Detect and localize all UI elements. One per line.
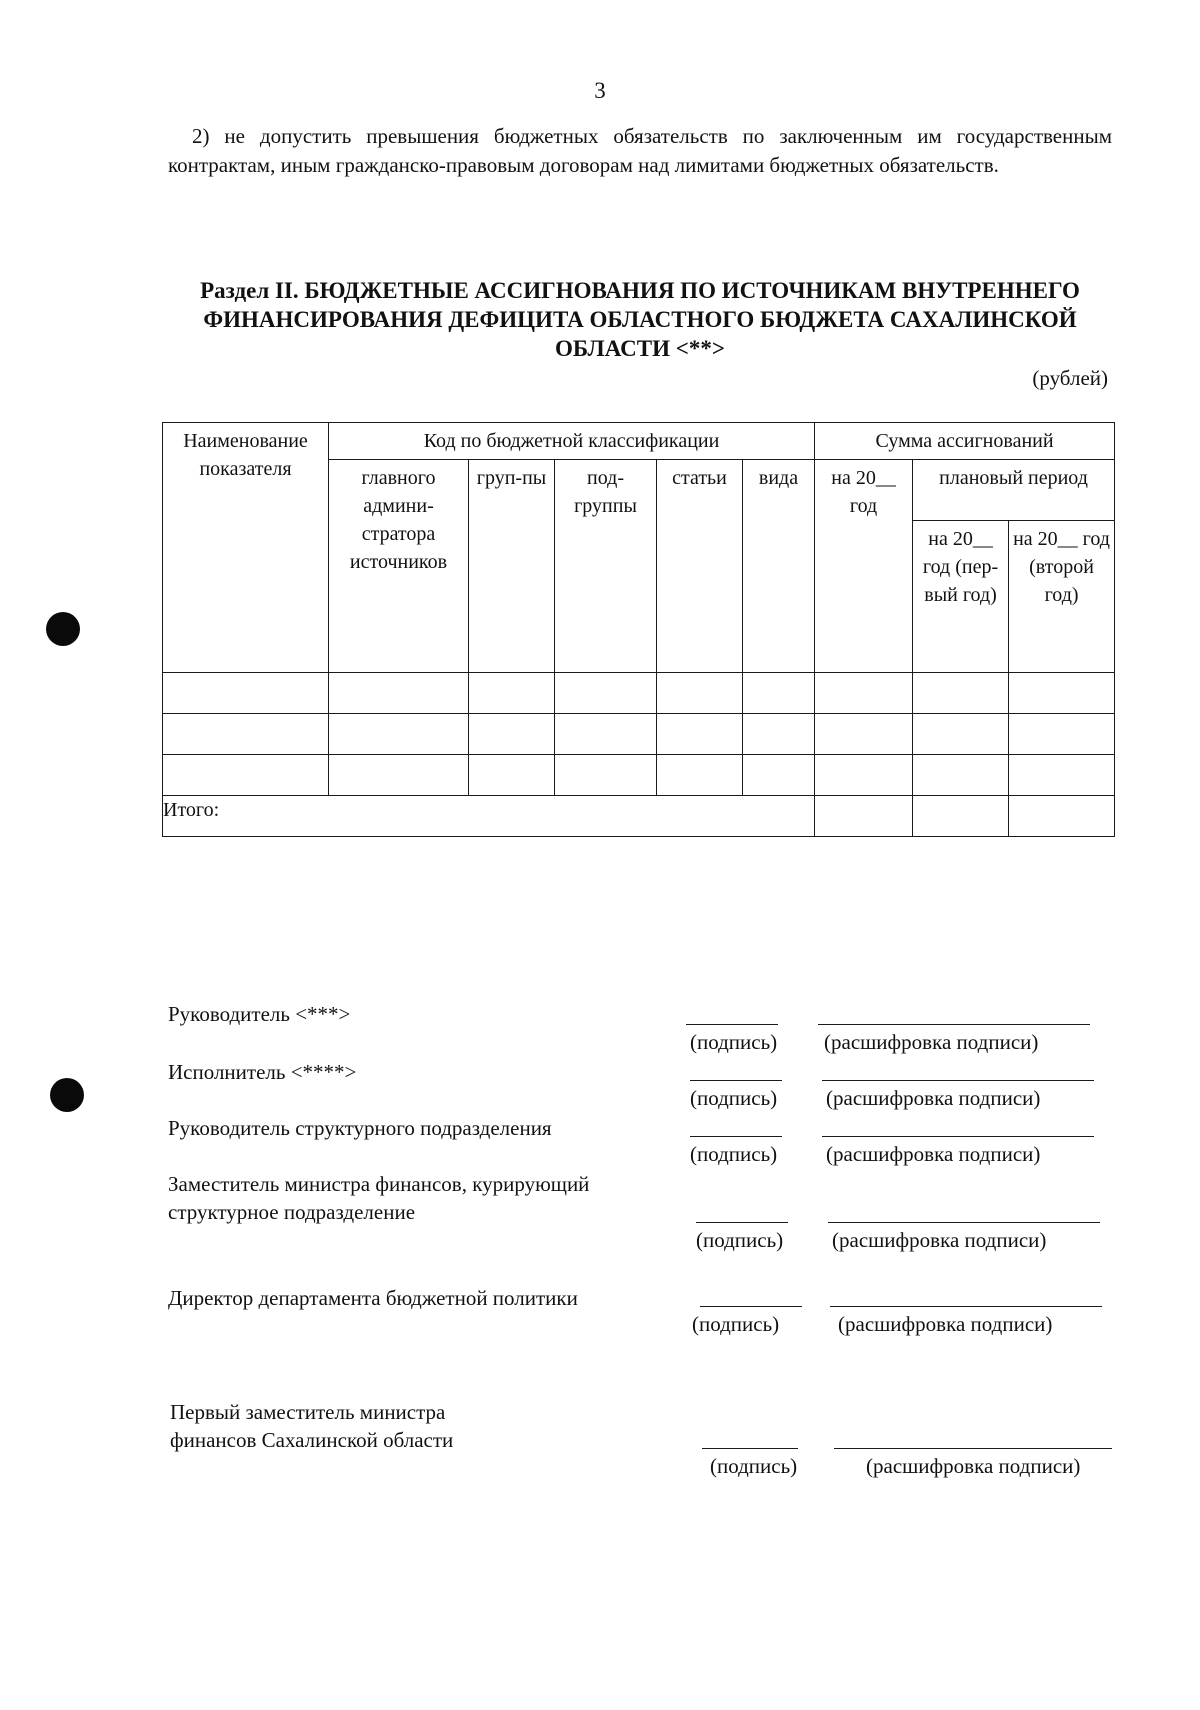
table-cell (815, 714, 913, 755)
table-cell (913, 673, 1009, 714)
punch-hole-mark (46, 612, 80, 646)
header-indicator-name: Наименование показателя (163, 423, 329, 673)
header-kind: вида (743, 460, 815, 673)
signature-line (686, 1024, 778, 1025)
total-row (163, 796, 1115, 837)
table-cell (555, 673, 657, 714)
table-cell (657, 673, 743, 714)
decode-caption: (расшифровка подписи) (866, 1454, 1081, 1478)
header-group: груп-пы (469, 460, 555, 673)
table-row (163, 755, 1115, 796)
table-cell (469, 673, 555, 714)
signature-line (700, 1306, 802, 1307)
table-cell (555, 714, 657, 755)
signature-label-unit-head: Руководитель структурного подразделения (168, 1116, 552, 1140)
decode-caption: (расшифровка подписи) (838, 1312, 1053, 1336)
table-cell (329, 673, 469, 714)
table-row (163, 673, 1115, 714)
table-cell (657, 755, 743, 796)
header-planned-period: плановый период (913, 460, 1115, 521)
signature-line (702, 1448, 798, 1449)
decode-caption: (расшифровка подписи) (826, 1086, 1041, 1110)
signature-caption: (подпись) (690, 1030, 778, 1054)
decode-line (822, 1080, 1094, 1081)
table-cell (815, 755, 913, 796)
table-cell (1009, 796, 1115, 837)
signature-label-head: Руководитель <***> (168, 1002, 351, 1026)
decode-caption: (расшифровка подписи) (826, 1142, 1041, 1166)
signature-line (690, 1136, 782, 1137)
table-cell (163, 714, 329, 755)
decode-line (818, 1024, 1090, 1025)
signature-label-budget-director: Директор департамента бюджетной политики (168, 1286, 578, 1310)
total-label: Итого: (163, 796, 815, 837)
signature-caption: (подпись) (696, 1228, 784, 1252)
table-cell (913, 714, 1009, 755)
table-cell (1009, 755, 1115, 796)
table-row (163, 714, 1115, 755)
signature-caption: (подпись) (692, 1312, 780, 1336)
decode-caption: (расшифровка подписи) (824, 1030, 1039, 1054)
table-cell (469, 714, 555, 755)
signature-label-first-deputy-minister: Первый заместитель министра финансов Сахалинской области (170, 1400, 454, 1452)
table-cell (743, 714, 815, 755)
signature-label-executor: Исполнитель <****> (168, 1060, 357, 1084)
signature-line (690, 1080, 782, 1081)
table-cell (1009, 673, 1115, 714)
signature-label-deputy-minister: Заместитель министра финансов, курирующий структурное подразделение (168, 1172, 590, 1224)
header-subgroup: под-группы (555, 460, 657, 673)
signature-line (696, 1222, 788, 1223)
table-cell (163, 755, 329, 796)
signature-caption: (подпись) (690, 1086, 778, 1110)
table-cell (469, 755, 555, 796)
table-cell (329, 755, 469, 796)
table-cell (913, 796, 1009, 837)
page-number: 3 (594, 78, 606, 103)
decode-line (828, 1222, 1100, 1223)
decode-line (822, 1136, 1094, 1137)
table-cell (815, 796, 913, 837)
decode-caption: (расшифровка подписи) (832, 1228, 1047, 1252)
header-main-administrator: главного админи-стратора источников (329, 460, 469, 673)
punch-hole-mark (50, 1078, 84, 1112)
header-current-year: на 20__ год (815, 460, 913, 673)
table-cell (329, 714, 469, 755)
table-cell (743, 755, 815, 796)
table-cell (555, 755, 657, 796)
table-cell (743, 673, 815, 714)
table-cell (913, 755, 1009, 796)
table-cell (163, 673, 329, 714)
units-label: (рублей) (1032, 366, 1108, 390)
header-classification-code: Код по бюджетной классификации (329, 423, 815, 460)
budget-allocations-table (162, 422, 1115, 837)
header-second-year: на 20__ год (второй год) (1009, 520, 1115, 672)
decode-line (834, 1448, 1112, 1449)
table-cell (1009, 714, 1115, 755)
intro-paragraph: 2) не допустить превышения бюджетных обязательств по заключенным им государственным контрактам, иным гражданско-правовым договорам над лимитами бюджетных обязательств. (168, 124, 1112, 177)
table-cell (815, 673, 913, 714)
decode-line (830, 1306, 1102, 1307)
header-article: статьи (657, 460, 743, 673)
table-cell (657, 714, 743, 755)
section-title: Раздел II. БЮДЖЕТНЫЕ АССИГНОВАНИЯ ПО ИСТОЧНИКАМ ВНУТРЕННЕГО ФИНАНСИРОВАНИЯ ДЕФИЦИТА ОБЛАСТНОГО БЮДЖЕТА САХАЛИНСКОЙ ОБЛАСТИ <**> (200, 278, 1080, 361)
header-allocation-sum: Сумма ассигнований (815, 423, 1115, 460)
header-first-year: на 20__ год (пер-вый год) (913, 520, 1009, 672)
signature-caption: (подпись) (690, 1142, 778, 1166)
signature-caption: (подпись) (710, 1454, 798, 1478)
